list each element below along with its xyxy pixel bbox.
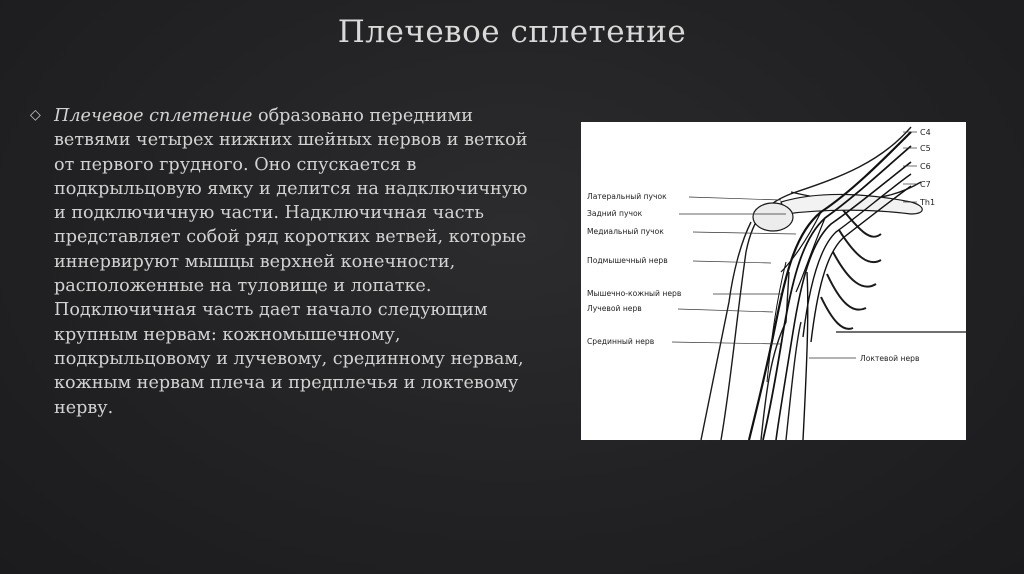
label-root-c7: C7 bbox=[920, 180, 931, 189]
label-posterior-cord: Задний пучок bbox=[587, 209, 643, 218]
bullet-text bbox=[54, 104, 530, 420]
nerve-bundle bbox=[749, 132, 911, 440]
label-ulnar-nerve: Локтевой нерв bbox=[860, 354, 920, 363]
bullet-lead-term: Плечевое сплетение bbox=[54, 106, 253, 126]
label-radial-nerve: Лучевой нерв bbox=[587, 304, 642, 313]
label-median-nerve: Срединный нерв bbox=[587, 337, 655, 346]
label-root-c6: C6 bbox=[920, 162, 931, 171]
slide-title: Плечевое сплетение bbox=[337, 14, 687, 50]
label-axillary-nerve: Подмышечный нерв bbox=[587, 256, 668, 265]
brachial-plexus-figure bbox=[581, 122, 966, 440]
arm-outline bbox=[701, 127, 966, 440]
label-root-c5: C5 bbox=[920, 144, 931, 153]
ribs bbox=[821, 210, 881, 329]
humeral-head bbox=[753, 203, 793, 231]
label-root-th1: Th1 bbox=[920, 198, 936, 207]
label-root-c4: C4 bbox=[920, 128, 931, 137]
label-medial-cord: Медиальный пучок bbox=[587, 227, 664, 236]
label-lateral-cord: Латеральный пучок bbox=[587, 192, 667, 201]
bullet-body: образовано передними ветвями четырех нижних шейных нервов и веткой от первого грудного. Оно спускается в подкрыльцовую ямку и делится на надключичную и подключичную части. Надключичная часть представляет собой ряд коротких ветвей, которые иннервируют мышцы верхней конечности, расположенные на туловище и лопатке. Подключичная часть дает начало следующим крупным нервам: кожномышечному, подкрыльцовому и лучевому, срединному нервам, кожным нервам плеча и предплечья и локтевому нерву. bbox=[54, 106, 528, 418]
bullet-item bbox=[30, 104, 530, 420]
label-musculocutaneous-nerve: Мышечно-кожный нерв bbox=[587, 289, 682, 298]
diamond-bullet-icon: ◇ bbox=[30, 107, 41, 123]
brachial-plexus-drawing bbox=[581, 122, 966, 440]
